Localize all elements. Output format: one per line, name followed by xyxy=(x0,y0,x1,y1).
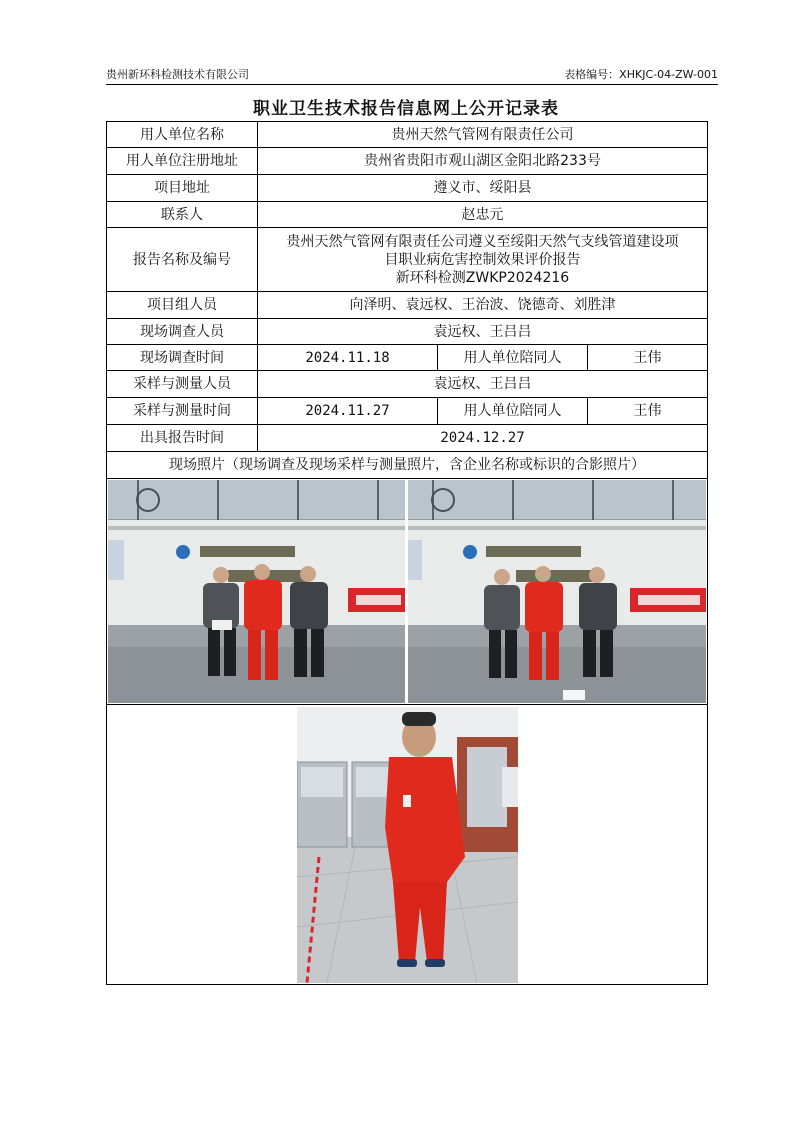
row-project-address xyxy=(107,175,708,202)
row-survey-time xyxy=(107,345,708,371)
site-photo-1 xyxy=(108,480,405,703)
row-photos-heading xyxy=(107,452,708,479)
label-survey-escort: 用人单位陪同人 xyxy=(438,345,588,371)
row-contact xyxy=(107,202,708,228)
row-employer-address xyxy=(107,148,708,175)
record-table xyxy=(106,121,708,985)
label-team: 项目组人员 xyxy=(107,292,258,319)
value-employer-name: 贵州天然气管网有限责任公司 xyxy=(258,122,708,148)
label-sampling-staff: 采样与测量人员 xyxy=(107,371,258,398)
site-photo-3 xyxy=(297,707,518,983)
label-issue-time: 出具报告时间 xyxy=(107,425,258,452)
row-survey-staff xyxy=(107,319,708,345)
report-number: 新环科检测ZWKP2024216 xyxy=(395,269,570,286)
label-contact: 联系人 xyxy=(107,202,258,228)
page-header xyxy=(106,66,718,85)
value-issue-time: 2024.12.27 xyxy=(258,425,708,452)
label-report: 报告名称及编号 xyxy=(107,228,258,292)
header-form-code: 表格编号：XHKJC-04-ZW-001 xyxy=(564,68,718,81)
value-sampling-time: 2024.11.27 xyxy=(258,398,438,425)
label-survey-staff: 现场调查人员 xyxy=(107,319,258,345)
value-sampling-staff: 袁远权、王吕吕 xyxy=(258,371,708,398)
value-survey-staff: 袁远权、王吕吕 xyxy=(258,319,708,345)
row-report xyxy=(107,228,708,292)
label-employer-name: 用人单位名称 xyxy=(107,122,258,148)
row-photos-top xyxy=(107,479,708,705)
report-name-line1: 贵州天然气管网有限责任公司遵义至绥阳天然气支线管道建设项 xyxy=(286,233,679,250)
header-company: 贵州新环科检测技术有限公司 xyxy=(106,68,249,81)
value-survey-escort: 王伟 xyxy=(588,345,708,371)
value-contact: 赵忠元 xyxy=(258,202,708,228)
row-team xyxy=(107,292,708,319)
row-issue-time xyxy=(107,425,708,452)
value-survey-time: 2024.11.18 xyxy=(258,345,438,371)
value-report xyxy=(258,228,708,292)
label-project-address: 项目地址 xyxy=(107,175,258,202)
site-photo-2 xyxy=(408,480,706,703)
row-sampling-time xyxy=(107,398,708,425)
value-team: 向泽明、袁远权、王治波、饶德奇、刘胜津 xyxy=(258,292,708,319)
page-title: 职业卫生技术报告信息网上公开记录表 xyxy=(253,99,559,119)
value-sampling-escort: 王伟 xyxy=(588,398,708,425)
row-sampling-staff xyxy=(107,371,708,398)
label-sampling-time: 采样与测量时间 xyxy=(107,398,258,425)
label-employer-address: 用人单位注册地址 xyxy=(107,148,258,175)
label-sampling-escort: 用人单位陪同人 xyxy=(438,398,588,425)
value-project-address: 遵义市、绥阳县 xyxy=(258,175,708,202)
report-name-line2: 目职业病危害控制效果评价报告 xyxy=(384,251,581,268)
row-employer-name xyxy=(107,122,708,148)
label-survey-time: 现场调查时间 xyxy=(107,345,258,371)
value-employer-address: 贵州省贵阳市观山湖区金阳北路233号 xyxy=(258,148,708,175)
photos-heading: 现场照片（现场调查及现场采样与测量照片，含企业名称或标识的合影照片） xyxy=(107,452,708,479)
row-photos-bottom xyxy=(107,705,708,985)
